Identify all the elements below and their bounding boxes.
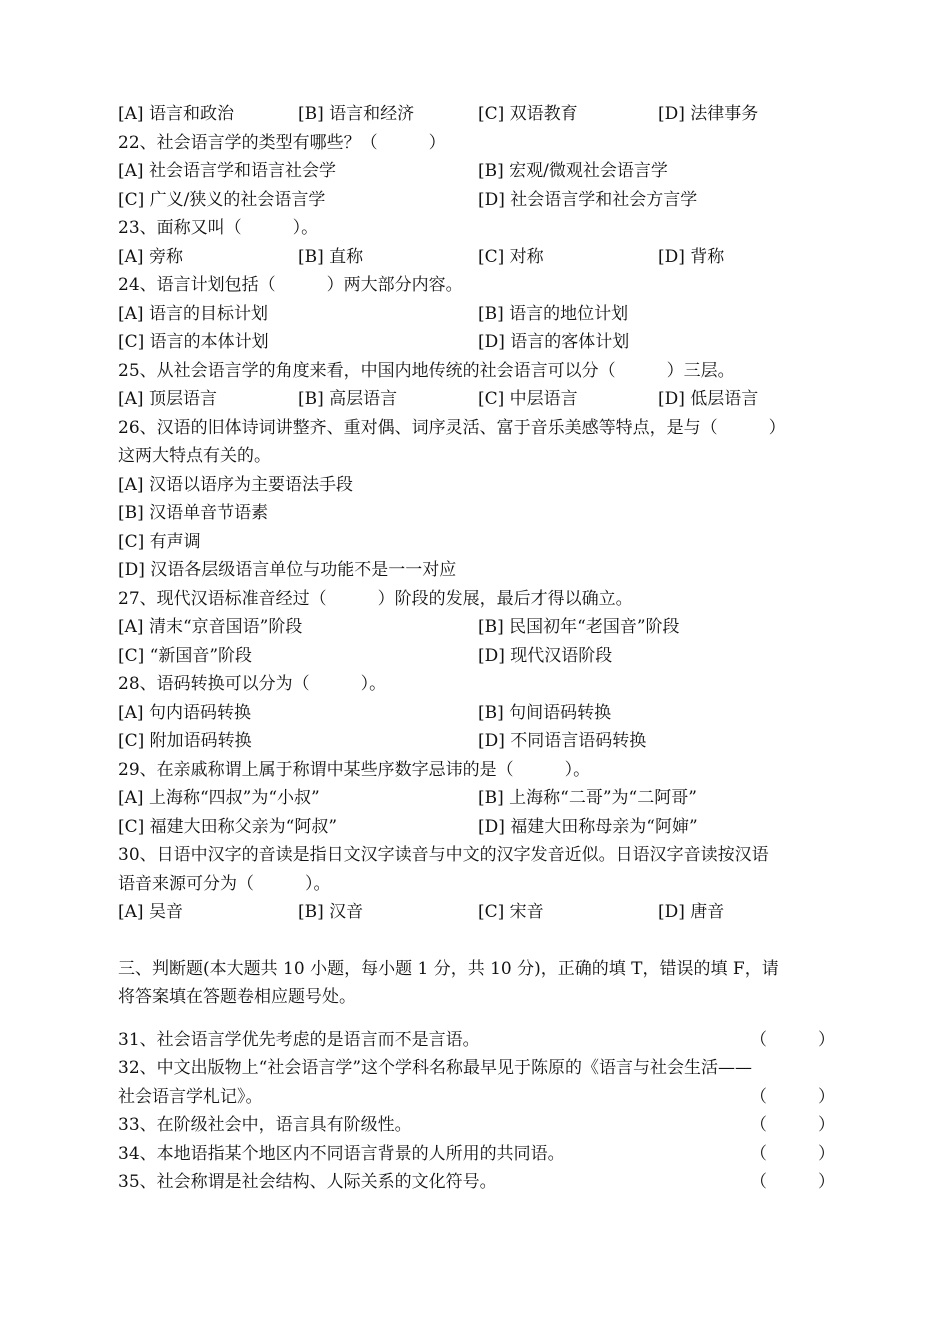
option-a: [A] 顶层语言 [118, 389, 217, 409]
option-b: [B] 汉音 [298, 902, 364, 922]
q27-options-row2 [118, 642, 838, 671]
q28-stem: 28、语码转换可以分为（ ）。 [118, 674, 387, 694]
option-b: [B] 直称 [298, 246, 364, 267]
q32-row [118, 1083, 838, 1112]
option-b: [B] 语言和经济 [298, 104, 415, 124]
section-heading-line2: 将答案填在答题卷相应题号处。 [118, 987, 356, 1007]
q27-stem: 27、现代汉语标准音经过（ ）阶段的发展，最后才得以确立。 [118, 588, 633, 609]
option-a: [A] 上海称“四叔”为“小叔” [118, 788, 320, 808]
q35-row [118, 1168, 838, 1197]
answer-blank: （ ） [750, 1143, 835, 1164]
option-b: [B] 上海称“二哥”为“二阿哥” [478, 788, 697, 808]
option-d: [D] 汉语各层级语言单位与功能不是一一对应 [118, 560, 457, 580]
option-b: [B] 高层语言 [298, 389, 398, 409]
q26-stem-line2: 这两大特点有关的。 [118, 446, 271, 466]
q22-stem: 22、社会语言学的类型有哪些？（ ） [118, 132, 446, 153]
q35-text: 35、社会称谓是社会结构、人际关系的文化符号。 [118, 1172, 497, 1192]
q30-stem-line1: 30、日语中汉字的音读是指日文汉字读音与中文的汉字发音近似。日语汉字音读按汉语 [118, 845, 769, 865]
option-d: [D] 不同语言语码转换 [478, 731, 647, 751]
option-c: [C] 附加语码转换 [118, 731, 252, 751]
option-c: [C] 语言的本体计划 [118, 332, 269, 352]
q29-options-row1 [118, 784, 838, 813]
answer-blank: （ ） [750, 1029, 835, 1050]
option-a: [A] 语言和政治 [118, 104, 234, 124]
q23-stem: 23、面称又叫（ ）。 [118, 218, 319, 238]
option-a: [A] 语言的目标计划 [118, 303, 268, 324]
option-c: [C] “新国音”阶段 [118, 645, 253, 666]
q27-options-row1 [118, 613, 838, 642]
option-c: [C] 中层语言 [478, 389, 578, 409]
option-a: [A] 社会语言学和语言社会学 [118, 161, 336, 181]
q26-stem-line1: 26、汉语的旧体诗词讲整齐、重对偶、词序灵活、富于音乐美感等特点，是与（ ） [118, 417, 786, 438]
q24-stem: 24、语言计划包括（ ）两大部分内容。 [118, 275, 463, 295]
option-b: [B] 民国初年“老国音”阶段 [478, 617, 680, 637]
q33-text: 33、在阶级社会中，语言具有阶级性。 [118, 1115, 412, 1135]
option-d: [D] 福建大田称母亲为“阿婶” [478, 816, 698, 837]
option-d: [D] 唐音 [658, 902, 725, 922]
option-c: [C] 对称 [478, 246, 544, 267]
q22-options-row2 [118, 186, 838, 215]
q34-row [118, 1140, 838, 1169]
q28-options-row1 [118, 699, 838, 728]
option-c: [C] 双语教育 [478, 104, 578, 124]
q29-stem: 29、在亲戚称谓上属于称谓中某些序数字忌讳的是（ ）。 [118, 759, 591, 780]
option-d: [D] 现代汉语阶段 [478, 645, 613, 666]
option-d: [D] 低层语言 [658, 389, 759, 409]
option-b: [B] 汉语单音节语素 [118, 503, 269, 523]
answer-blank: （ ） [750, 1115, 835, 1135]
q30-stem-line2: 语音来源可分为（ ）。 [118, 873, 331, 894]
q22-options-row1 [118, 157, 838, 186]
option-d: [D] 语言的客体计划 [478, 332, 630, 352]
q31-text: 31、社会语言学优先考虑的是语言而不是言语。 [118, 1029, 480, 1050]
option-a: [A] 吴音 [118, 902, 183, 922]
q23-options [118, 243, 838, 272]
q30-options [118, 898, 838, 927]
option-b: [B] 句间语码转换 [478, 702, 612, 723]
answer-blank: （ ） [750, 1086, 835, 1107]
option-c: [C] 宋音 [478, 902, 544, 922]
answer-blank: （ ） [750, 1172, 835, 1192]
q25-stem: 25、从社会语言学的角度来看，中国内地传统的社会语言可以分（ ）三层。 [118, 360, 735, 381]
option-d: [D] 社会语言学和社会方言学 [478, 189, 698, 210]
q24-options-row1 [118, 300, 838, 329]
section-heading-line1: 三、判断题(本大题共 10 小题，每小题 1 分，共 10 分)，正确的填 T，错误的填 F，请 [118, 958, 779, 979]
option-d: [D] 背称 [658, 246, 725, 267]
option-c: [C] 有声调 [118, 531, 201, 552]
option-a: [A] 旁称 [118, 246, 183, 267]
q21-options [118, 100, 838, 129]
q31-row [118, 1026, 838, 1055]
q32-text-line1: 32、中文出版物上“社会语言学”这个学科名称最早见于陈原的《语言与社会生活—— [118, 1058, 753, 1078]
q25-options [118, 385, 838, 414]
option-b: [B] 语言的地位计划 [478, 303, 629, 324]
q28-options-row2 [118, 727, 838, 756]
option-c: [C] 广义/狭义的社会语言学 [118, 189, 326, 210]
q29-options-row2 [118, 813, 838, 842]
option-a: [A] 汉语以语序为主要语法手段 [118, 474, 353, 495]
q33-row [118, 1111, 838, 1140]
q32-text-line2: 社会语言学札记》。 [118, 1086, 263, 1107]
option-a: [A] 清末“京音国语”阶段 [118, 617, 303, 637]
option-b: [B] 宏观/微观社会语言学 [478, 161, 668, 181]
exam-page [118, 100, 838, 1197]
q34-text: 34、本地语指某个地区内不同语言背景的人所用的共同语。 [118, 1143, 565, 1164]
option-d: [D] 法律事务 [658, 104, 759, 124]
option-a: [A] 句内语码转换 [118, 702, 251, 723]
q24-options-row2 [118, 328, 838, 357]
option-c: [C] 福建大田称父亲为“阿叔” [118, 816, 338, 837]
